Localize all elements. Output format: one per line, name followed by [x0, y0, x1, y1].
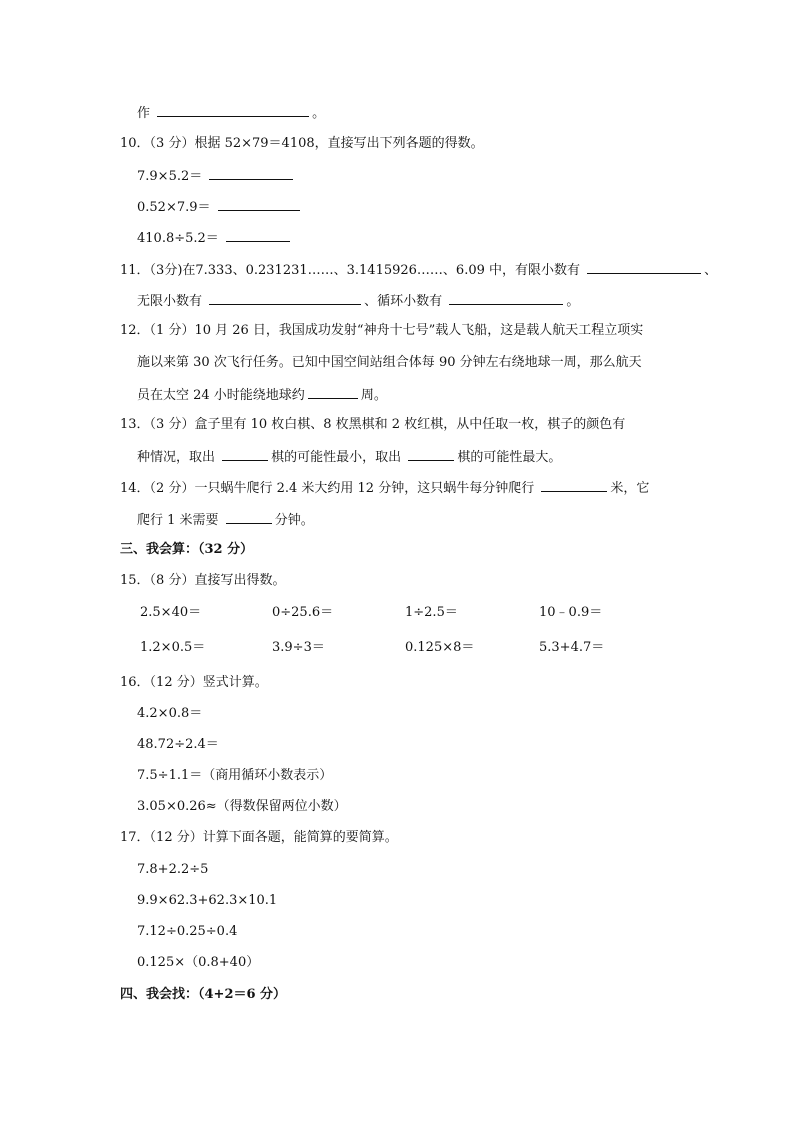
section-4-heading: 四、我会找：（4+2＝6 分）: [120, 987, 287, 1002]
q13-line-2-text-c: 棋的可能性最大。: [457, 450, 562, 465]
q10-blank-3[interactable]: [226, 229, 290, 242]
q10-item-3-text: 410.8÷5.2＝: [137, 231, 219, 246]
q12-line-1: 12．（1 分）10 月 26 日，我国成功发射“神舟十七号”载人飞船，这是载人航天工程立项实: [120, 323, 644, 338]
q10-stem: 10．（3 分）根据 52×79＝4108，直接写出下列各题的得数。: [120, 136, 484, 151]
q15-r2-c1: 1.2×0.5＝: [140, 640, 206, 655]
q11-blank-repeating[interactable]: [449, 292, 563, 305]
q17-item-2: 9.9×62.3+62.3×10.1: [137, 893, 278, 908]
q11-line-1-text: 11．（3分)在7.333、0.231231……、3.1415926……、6.09 中，有限小数有: [120, 263, 581, 278]
q11-blank-infinite[interactable]: [209, 292, 361, 305]
q16-item-1: 4.2×0.8＝: [137, 706, 203, 721]
q14-blank-time[interactable]: [226, 511, 272, 524]
q14-line-2: [137, 511, 314, 529]
q10-item-1: [137, 167, 296, 185]
q16-stem: 16．（12 分）竖式计算。: [120, 675, 268, 690]
q14-blank-speed[interactable]: [541, 479, 607, 492]
q12-line-3: [137, 386, 387, 404]
q11-line-2-text-c: 。: [566, 294, 580, 309]
q14-line-1-end: 米，它: [610, 481, 650, 496]
q14-line-2-end: 分钟。: [274, 513, 314, 528]
q13-line-2-text-a: 种情况，取出: [137, 450, 216, 465]
q14-line-1: [120, 479, 649, 497]
q15-r2-c4: 5.3+4.7＝: [539, 640, 605, 655]
q17-item-1: 7.8+2.2÷5: [137, 862, 209, 877]
q11-line-2-text-a: 无限小数有: [137, 294, 203, 309]
q17-item-3: 7.12÷0.25÷0.4: [137, 924, 238, 939]
q15-r2-c2: 3.9÷3＝: [272, 640, 325, 655]
q12-line-3-text: 员在太空 24 小时能绕地球约: [137, 388, 305, 403]
q13-line-1: 13．（3 分）盒子里有 10 枚白棋、8 枚黑棋和 2 枚红棋，从中任取一枚，棋子的颜色有: [120, 417, 626, 432]
q11-line-2: [137, 292, 579, 310]
q13-line-2-text-b: 棋的可能性最小，取出: [271, 450, 402, 465]
q10-blank-2[interactable]: [218, 198, 300, 211]
q10-item-3: [137, 229, 293, 247]
q16-item-4: 3.05×0.26≈（得数保留两位小数）: [137, 799, 347, 814]
q17-item-4: 0.125×（0.8+40）: [137, 955, 260, 970]
q16-item-2: 48.72÷2.4＝: [137, 737, 219, 752]
q10-blank-1[interactable]: [209, 167, 293, 180]
q17-stem: 17．（12 分）计算下面各题，能简算的要简算。: [120, 830, 398, 845]
q15-r1-c3: 1÷2.5＝: [405, 605, 458, 620]
q15-r1-c1: 2.5×40＝: [140, 605, 202, 620]
q12-line-3-end: 周。: [360, 388, 387, 403]
section-3-heading: 三、我会算：（32 分）: [120, 542, 254, 557]
q11-sep: 、: [704, 263, 718, 278]
q12-blank[interactable]: [308, 386, 358, 399]
q15-r1-c4: 10﹣0.9＝: [539, 605, 603, 620]
q12-line-2: 施以来第 30 次飞行任务。已知中国空间站组合体每 90 分钟左右绕地球一周，那么航天: [137, 355, 642, 370]
q9-answer-blank[interactable]: [157, 104, 309, 117]
q11-line-1: [120, 261, 717, 279]
q10-item-2: [137, 198, 303, 216]
q9-tail-line: [137, 104, 325, 122]
q11-line-2-text-b: 、循环小数有: [364, 294, 443, 309]
q9-tail-a: 作: [137, 106, 151, 121]
q13-line-2: [137, 448, 561, 466]
q15-r2-c3: 0.125×8＝: [405, 640, 475, 655]
q10-item-2-text: 0.52×7.9＝: [137, 200, 211, 215]
q9-tail-b: 。: [312, 106, 326, 121]
q13-blank-least[interactable]: [222, 448, 268, 461]
q15-r1-c2: 0÷25.6＝: [272, 605, 334, 620]
q11-blank-finite[interactable]: [587, 261, 701, 274]
q16-item-3: 7.5÷1.1＝（商用循环小数表示）: [137, 768, 333, 783]
q14-line-2-text: 爬行 1 米需要: [137, 513, 219, 528]
q15-stem: 15．（8 分）直接写出得数。: [120, 573, 286, 588]
q13-blank-most[interactable]: [408, 448, 454, 461]
q14-line-1-text: 14．（2 分）一只蜗牛爬行 2.4 米大约用 12 分钟，这只蜗牛每分钟爬行: [120, 481, 535, 496]
q10-item-1-text: 7.9×5.2＝: [137, 169, 203, 184]
